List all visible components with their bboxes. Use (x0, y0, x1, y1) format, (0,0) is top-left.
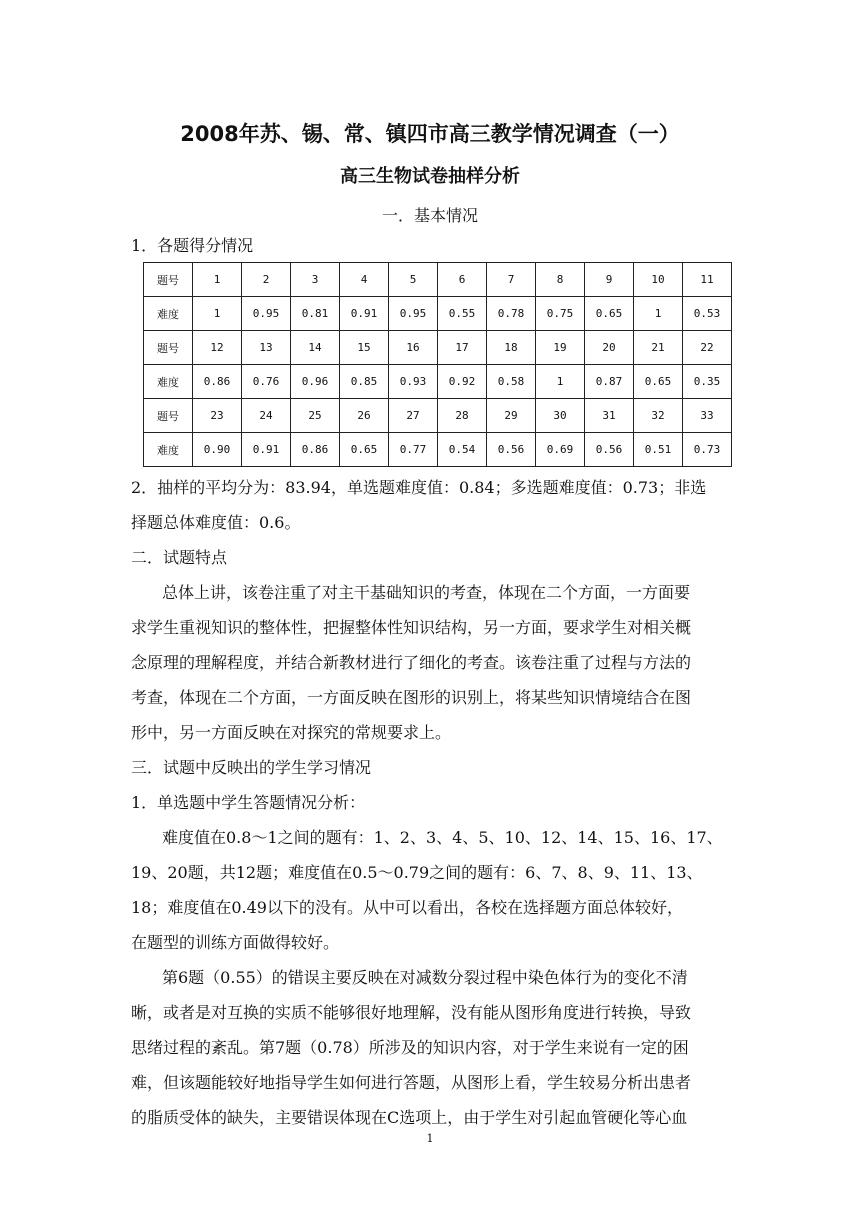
table-row (144, 263, 732, 297)
paragraph-line: 形中，另一方面反映在对探究的常规要求上。 (131, 723, 452, 742)
table-cell: 0.56 (487, 433, 536, 467)
table-cell: 9 (585, 263, 634, 297)
table-cell: 0.54 (438, 433, 487, 467)
table-cell: 20 (585, 331, 634, 365)
table-cell: 0.56 (585, 433, 634, 467)
table-cell: 28 (438, 399, 487, 433)
row-label-cell: 题号 (144, 263, 193, 297)
table-cell: 2 (242, 263, 291, 297)
table-cell: 19 (536, 331, 585, 365)
table-cell: 30 (536, 399, 585, 433)
table-cell: 0.91 (242, 433, 291, 467)
table-cell: 0.35 (683, 365, 732, 399)
table-cell: 3 (291, 263, 340, 297)
section-heading-learning: 三．试题中反映出的学生学习情况 (131, 758, 372, 777)
table-cell: 0.77 (389, 433, 438, 467)
paragraph-line: 求学生重视知识的整体性，把握整体性知识结构，另一方面，要求学生对相关概 (131, 618, 692, 637)
table-cell: 21 (634, 331, 683, 365)
paragraph-line: 19、20题，共12题；难度值在0.5～0.79之间的题有：6、7、8、9、11、13、 (131, 863, 703, 882)
paragraph-line: 第6题（0.55）的错误主要反映在对减数分裂过程中染色体行为的变化不清 (162, 968, 688, 987)
table-cell: 0.86 (291, 433, 340, 467)
table-cell: 0.65 (340, 433, 389, 467)
table-cell: 0.95 (242, 297, 291, 331)
table-cell: 16 (389, 331, 438, 365)
table-cell: 1 (193, 263, 242, 297)
paragraph-line: 在题型的训练方面做得较好。 (131, 933, 340, 952)
table-cell: 26 (340, 399, 389, 433)
table-cell: 22 (683, 331, 732, 365)
paragraph-line: 总体上讲，该卷注重了对主干基础知识的考查，体现在二个方面，一方面要 (162, 583, 691, 602)
row-label-cell: 题号 (144, 399, 193, 433)
table-cell: 1 (193, 297, 242, 331)
table-cell: 0.87 (585, 365, 634, 399)
paragraph-line: 2．抽样的平均分为：83.94，单选题难度值：0.84；多选题难度值：0.73；非选 (131, 478, 707, 497)
table-cell: 1 (634, 297, 683, 331)
section-heading-features: 二．试题特点 (131, 548, 228, 567)
table-cell: 29 (487, 399, 536, 433)
table-cell: 32 (634, 399, 683, 433)
table-cell: 8 (536, 263, 585, 297)
table-cell: 0.51 (634, 433, 683, 467)
table-row (144, 331, 732, 365)
table-cell: 13 (242, 331, 291, 365)
table-cell: 5 (389, 263, 438, 297)
table-row (144, 433, 732, 467)
table-cell: 0.93 (389, 365, 438, 399)
table-cell: 6 (438, 263, 487, 297)
table-cell: 24 (242, 399, 291, 433)
table-cell: 0.81 (291, 297, 340, 331)
table-cell: 0.85 (340, 365, 389, 399)
table-cell: 0.86 (193, 365, 242, 399)
table-cell: 0.78 (487, 297, 536, 331)
table-row (144, 297, 732, 331)
paragraph-line: 晰，或者是对互换的实质不能够很好地理解，没有能从图形角度进行转换，导致 (131, 1003, 692, 1022)
table-cell: 0.55 (438, 297, 487, 331)
table-cell: 0.90 (193, 433, 242, 467)
table-cell: 25 (291, 399, 340, 433)
table-cell: 0.96 (291, 365, 340, 399)
table-cell: 0.92 (438, 365, 487, 399)
paragraph-line: 考查，体现在二个方面，一方面反映在图形的识别上，将某些知识情境结合在图 (131, 688, 692, 707)
table-cell: 17 (438, 331, 487, 365)
table-cell: 23 (193, 399, 242, 433)
table-cell: 0.58 (487, 365, 536, 399)
table-cell: 31 (585, 399, 634, 433)
table-cell: 0.91 (340, 297, 389, 331)
table-cell: 4 (340, 263, 389, 297)
table-cell: 1 (536, 365, 585, 399)
table-cell: 18 (487, 331, 536, 365)
paragraph-line: 念原理的理解程度，并结合新教材进行了细化的考查。该卷注重了过程与方法的 (131, 653, 692, 672)
table-cell: 0.53 (683, 297, 732, 331)
paragraph-line: 思绪过程的紊乱。第7题（0.78）所涉及的知识内容，对于学生来说有一定的困 (131, 1038, 689, 1057)
table-cell: 14 (291, 331, 340, 365)
section-heading-basic: 一．基本情况 (381, 206, 478, 225)
document-subtitle: 高三生物试卷抽样分析 (340, 166, 520, 187)
table-cell: 0.76 (242, 365, 291, 399)
document-title: 2008年苏、锡、常、镇四市高三教学情况调查（一） (180, 122, 680, 146)
table-cell: 0.69 (536, 433, 585, 467)
table-cell: 10 (634, 263, 683, 297)
score-table (143, 262, 732, 467)
paragraph-line: 择题总体难度值：0.6。 (131, 513, 301, 532)
table-row (144, 365, 732, 399)
paragraph-line: 难度值在0.8～1之间的题有：1、2、3、4、5、10、12、14、15、16、17、 (162, 828, 723, 847)
table-cell: 12 (193, 331, 242, 365)
table-row (144, 399, 732, 433)
page-number: 1 (426, 1132, 434, 1145)
table-cell: 0.65 (634, 365, 683, 399)
table-cell: 7 (487, 263, 536, 297)
subsection-scores: 1．各题得分情况 (131, 236, 254, 255)
table-cell: 11 (683, 263, 732, 297)
table-cell: 0.65 (585, 297, 634, 331)
paragraph-line: 18；难度值在0.49以下的没有。从中可以看出，各校在选择题方面总体较好， (131, 898, 683, 917)
table-cell: 27 (389, 399, 438, 433)
table-cell: 15 (340, 331, 389, 365)
row-label-cell: 难度 (144, 433, 193, 467)
row-label-cell: 难度 (144, 365, 193, 399)
table-cell: 0.75 (536, 297, 585, 331)
table-cell: 0.73 (683, 433, 732, 467)
subsection-single-choice: 1．单选题中学生答题情况分析： (131, 793, 366, 812)
paragraph-line: 的脂质受体的缺失，主要错误体现在C选项上，由于学生对引起血管硬化等心血 (131, 1108, 688, 1127)
table-cell: 0.95 (389, 297, 438, 331)
row-label-cell: 难度 (144, 297, 193, 331)
paragraph-line: 难，但该题能较好地指导学生如何进行答题，从图形上看，学生较易分析出患者 (131, 1073, 692, 1092)
row-label-cell: 题号 (144, 331, 193, 365)
table-cell: 33 (683, 399, 732, 433)
